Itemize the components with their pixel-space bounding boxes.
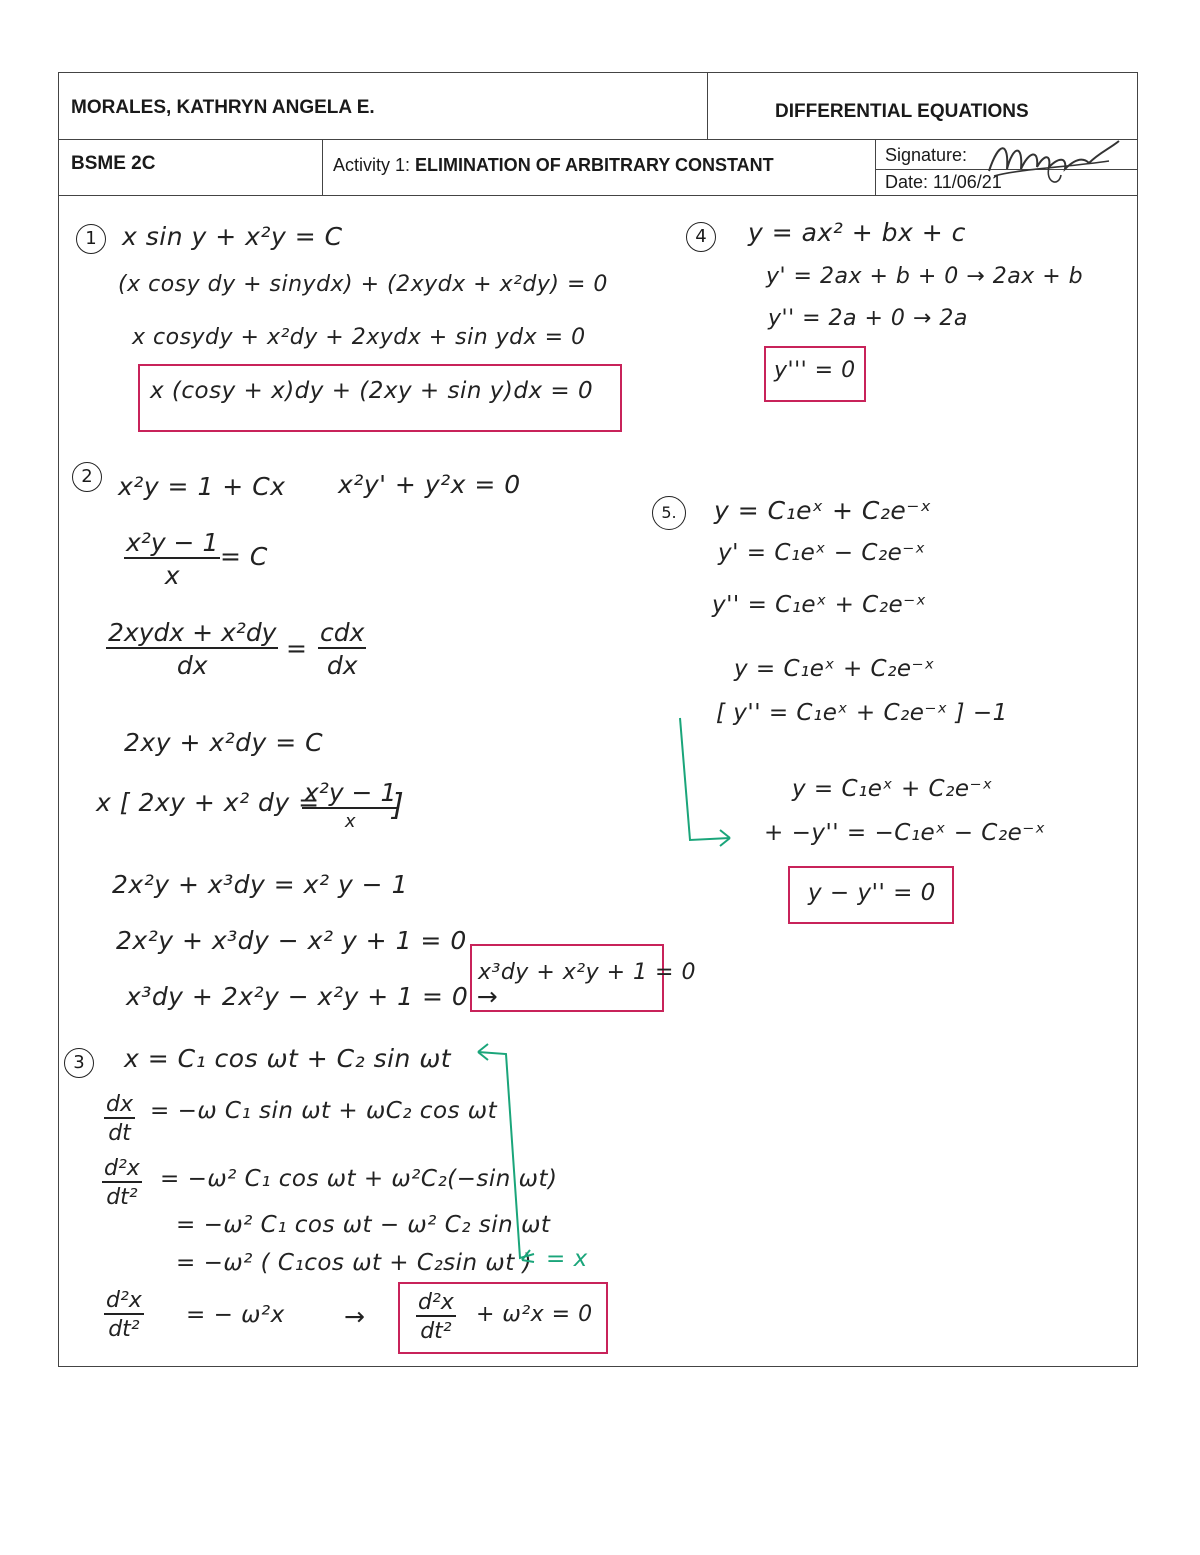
subject-title: DIFFERENTIAL EQUATIONS [775, 101, 1029, 122]
problem-2-answer: x³dy + x²y + 1 = 0 [478, 960, 696, 985]
problem-5-line-6: y = C₁eˣ + C₂e⁻ˣ [792, 776, 993, 802]
problem-1-answer: x (cosy + x)dy + (2xy + sin y)dx = 0 [150, 378, 594, 404]
header-divider-vertical-3 [875, 139, 876, 195]
problem-5-line-5: [ y'' = C₁eˣ + C₂e⁻ˣ ] −1 [716, 700, 1008, 726]
problem-4-line-3: y'' = 2a + 0 → 2a [768, 306, 968, 331]
problem-4-answer-box [764, 346, 866, 402]
problem-3-derivative-1 [104, 1092, 135, 1146]
header-divider-vertical-1 [707, 73, 708, 139]
problem-4-answer: y''' = 0 [774, 358, 856, 383]
problem-3-derivative-3 [104, 1288, 144, 1342]
header-divider-vertical-2 [322, 139, 323, 195]
problem-2-frac2-eq: = [286, 634, 308, 663]
activity-prefix: Activity 1: [333, 155, 416, 175]
header-divider-bottom [59, 195, 1137, 196]
problem-1-answer-box [138, 364, 622, 432]
problem-2-answer-box [470, 944, 696, 1012]
problem-2-line-e: x³dy + 2x²y − x²y + 1 = 0 → [126, 982, 499, 1011]
problem-2-fraction-1 [124, 528, 220, 590]
problem-4-line-1: y = ax² + bx + c [748, 218, 966, 247]
problem-3-d3-rhs: = − ω²x [186, 1302, 285, 1328]
problem-3-line-1: x = C₁ cos ωt + C₂ sin ωt [124, 1044, 452, 1073]
problem-5-line-3: y'' = C₁eˣ + C₂e⁻ˣ [712, 592, 927, 618]
problem-3-line-4: = −ω² C₁ cos ωt − ω² C₂ sin ωt [176, 1212, 551, 1238]
problem-1-line-1: x sin y + x²y = C [122, 222, 343, 251]
problem-5-line-7: + −y'' = −C₁eˣ − C₂e⁻ˣ [764, 820, 1046, 846]
handwritten-signature [979, 131, 1129, 191]
problem-1-number: 1 [76, 224, 106, 254]
problem-1-line-2: (x cosy dy + sinydx) + (2xydx + x²dy) = 0 [118, 272, 608, 297]
problem-3-teal-arrow [470, 1040, 550, 1280]
problem-2-frac1-num: x²y − 1 [126, 528, 219, 557]
problem-3-answer-box [398, 1282, 608, 1354]
problem-5-number: 5. [652, 496, 686, 530]
signature-label: Signature: [885, 145, 968, 165]
problem-3-equals-x: = x [546, 1246, 588, 1272]
problem-2-frac2-den: dx [176, 651, 208, 680]
problem-3-answer-den: dt² [420, 1319, 452, 1344]
problem-3-derivative-2 [102, 1156, 142, 1210]
section-label: BSME 2C [71, 153, 156, 174]
activity-title [333, 155, 774, 176]
problem-2-fraction-2 [106, 618, 278, 680]
problem-1-line-3: x cosydy + x²dy + 2xydx + sin ydx = 0 [132, 325, 586, 350]
problem-3-answer-num: d²x [418, 1290, 454, 1315]
problem-3-d1-rhs: = −ω C₁ sin ωt + ωC₂ cos ωt [150, 1098, 498, 1124]
activity-name: ELIMINATION OF ARBITRARY CONSTANT [415, 155, 774, 175]
problem-3-d1-den: dt [108, 1121, 131, 1146]
problem-2-frac2-rden: dx [326, 651, 358, 680]
student-name: MORALES, KATHRYN ANGELA E. [71, 97, 375, 118]
problem-4-line-2: y' = 2ax + b + 0 → 2ax + b [766, 264, 1084, 289]
problem-3-answer-fraction [416, 1290, 456, 1344]
problem-2-frac1-rhs: = C [220, 542, 268, 571]
problem-2-line-b-num: x²y − 1 [304, 778, 397, 807]
problem-3-d2-rhs: = −ω² C₁ cos ωt + ω²C₂(−sin ωt) [160, 1166, 558, 1192]
problem-3-d3-den: dt² [108, 1317, 140, 1342]
problem-2-target: x²y' + y²x = 0 [338, 470, 521, 499]
problem-5-answer: y − y'' = 0 [808, 880, 936, 906]
problem-5-line-2: y' = C₁eˣ − C₂e⁻ˣ [718, 540, 926, 566]
problem-3-line-5: = −ω² ( C₁cos ωt + C₂sin ωt ) [176, 1250, 532, 1276]
problem-2-number: 2 [72, 462, 102, 492]
problem-2-line-b-left: x [ 2xy + x² dy = [96, 788, 320, 817]
problem-2-line-b-den: x [344, 811, 356, 832]
problem-3-d2-den: dt² [106, 1185, 138, 1210]
problem-3-arrow: → [344, 1302, 366, 1331]
problem-4-number: 4 [686, 222, 716, 252]
problem-2-given: x²y = 1 + Cx [118, 472, 286, 501]
problem-2-line-a: 2xy + x²dy = C [124, 728, 324, 757]
problem-2-frac2-num: 2xydx + x²dy [108, 618, 277, 647]
problem-2-frac2-rnum: cdx [320, 618, 365, 647]
problem-5-line-1: y = C₁eˣ + C₂e⁻ˣ [714, 496, 932, 525]
problem-3-d3-num: d²x [106, 1288, 142, 1313]
problem-3-d1-num: dx [106, 1092, 133, 1117]
problem-5-line-4: y = C₁eˣ + C₂e⁻ˣ [734, 656, 935, 682]
problem-2-line-c: 2x²y + x³dy = x² y − 1 [112, 870, 408, 899]
problem-2-fraction-2-rhs [318, 618, 366, 680]
problem-2-frac1-den: x [164, 561, 180, 590]
problem-5-answer-box [788, 866, 954, 924]
problem-3-answer-rest: + ω²x = 0 [476, 1302, 593, 1327]
problem-5-teal-arrow [670, 710, 750, 850]
date-label: Date: 11/06/21 [885, 172, 1002, 192]
problem-2-line-d: 2x²y + x³dy − x² y + 1 = 0 [116, 926, 467, 955]
problem-3-number: 3 [64, 1048, 94, 1078]
problem-2-line-b-right: ] [392, 788, 405, 823]
problem-2-line-b-fraction [302, 778, 398, 832]
header-divider-horizontal [59, 139, 1137, 140]
problem-3-d2-num: d²x [104, 1156, 140, 1181]
